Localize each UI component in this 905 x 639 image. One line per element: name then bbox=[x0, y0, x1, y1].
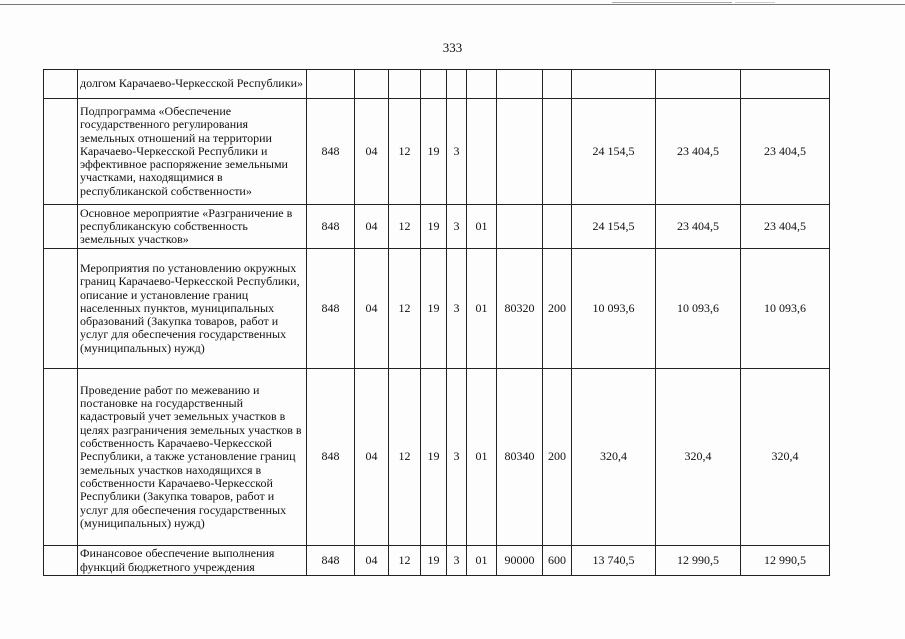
table-row bbox=[44, 249, 830, 369]
activity-code-cell bbox=[467, 70, 497, 99]
amount-year-2-cell: 23 404,5 bbox=[656, 205, 741, 249]
expense-type-code-cell bbox=[543, 99, 572, 205]
section-code-cell: 04 bbox=[355, 546, 389, 576]
program-code-cell: 19 bbox=[421, 249, 447, 369]
subprogram-code-cell: 3 bbox=[447, 205, 467, 249]
table-row bbox=[44, 70, 830, 99]
activity-code-cell bbox=[467, 99, 497, 205]
activity-code-cell: 01 bbox=[467, 249, 497, 369]
amount-year-1-cell: 10 093,6 bbox=[572, 249, 656, 369]
subprogram-code-cell: 3 bbox=[447, 99, 467, 205]
direction-code-cell: 90000 bbox=[497, 546, 543, 576]
expense-type-code-cell: 600 bbox=[543, 546, 572, 576]
amount-year-3-cell: 23 404,5 bbox=[741, 99, 830, 205]
ved-code-cell: 848 bbox=[307, 205, 355, 249]
row-name-cell: Финансовое обеспечение выполнения функций бюджетного учреждения bbox=[78, 546, 307, 576]
subsection-code-cell: 12 bbox=[389, 205, 421, 249]
section-code-cell: 04 bbox=[355, 249, 389, 369]
subprogram-code-cell: 3 bbox=[447, 546, 467, 576]
amount-year-2-cell: 12 990,5 bbox=[656, 546, 741, 576]
amount-year-3-cell: 23 404,5 bbox=[741, 205, 830, 249]
amount-year-1-cell: 24 154,5 bbox=[572, 205, 656, 249]
page-number: 333 bbox=[442, 40, 463, 55]
subsection-code-cell: 12 bbox=[389, 369, 421, 546]
subprogram-code-cell bbox=[447, 70, 467, 99]
ved-code-cell bbox=[307, 70, 355, 99]
subprogram-code-cell: 3 bbox=[447, 249, 467, 369]
activity-code-cell: 01 bbox=[467, 546, 497, 576]
row-marker-cell bbox=[44, 99, 78, 205]
subsection-code-cell: 12 bbox=[389, 99, 421, 205]
section-code-cell bbox=[355, 70, 389, 99]
amount-year-1-cell bbox=[572, 70, 656, 99]
row-name-cell: долгом Карачаево-Черкесской Республики» bbox=[78, 70, 307, 99]
subsection-code-cell: 12 bbox=[389, 249, 421, 369]
program-code-cell bbox=[421, 70, 447, 99]
section-code-cell: 04 bbox=[355, 205, 389, 249]
table-row bbox=[44, 205, 830, 249]
table-row bbox=[44, 369, 830, 546]
program-code-cell: 19 bbox=[421, 546, 447, 576]
subsection-code-cell: 12 bbox=[389, 546, 421, 576]
amount-year-1-cell: 13 740,5 bbox=[572, 546, 656, 576]
expense-type-code-cell: 200 bbox=[543, 249, 572, 369]
ved-code-cell: 848 bbox=[307, 99, 355, 205]
program-code-cell: 19 bbox=[421, 99, 447, 205]
direction-code-cell bbox=[497, 70, 543, 99]
amount-year-1-cell: 320,4 bbox=[572, 369, 656, 546]
expense-type-code-cell: 200 bbox=[543, 369, 572, 546]
row-marker-cell bbox=[44, 546, 78, 576]
program-code-cell: 19 bbox=[421, 369, 447, 546]
row-name-cell: Подпрограмма «Обеспечение государственного регулирования земельных отношений на территории Карачаево-Черкесской Республики и эффективное распоряжение земельными участками, находящимися в республиканской собственности» bbox=[78, 99, 307, 205]
subsection-code-cell bbox=[389, 70, 421, 99]
direction-code-cell: 80340 bbox=[497, 369, 543, 546]
amount-year-3-cell bbox=[741, 70, 830, 99]
ved-code-cell: 848 bbox=[307, 369, 355, 546]
amount-year-3-cell: 12 990,5 bbox=[741, 546, 830, 576]
ved-code-cell: 848 bbox=[307, 546, 355, 576]
ved-code-cell: 848 bbox=[307, 249, 355, 369]
expense-type-code-cell bbox=[543, 70, 572, 99]
budget-table bbox=[43, 69, 830, 576]
amount-year-2-cell: 320,4 bbox=[656, 369, 741, 546]
amount-year-2-cell bbox=[656, 70, 741, 99]
program-code-cell: 19 bbox=[421, 205, 447, 249]
row-marker-cell bbox=[44, 249, 78, 369]
table-row bbox=[44, 546, 830, 576]
table-row bbox=[44, 99, 830, 205]
subprogram-code-cell: 3 bbox=[447, 369, 467, 546]
amount-year-3-cell: 10 093,6 bbox=[741, 249, 830, 369]
scan-top-rule-fragment bbox=[612, 2, 732, 3]
section-code-cell: 04 bbox=[355, 369, 389, 546]
amount-year-1-cell: 24 154,5 bbox=[572, 99, 656, 205]
section-code-cell: 04 bbox=[355, 99, 389, 205]
expense-type-code-cell bbox=[543, 205, 572, 249]
row-name-cell: Мероприятия по установлению окружных границ Карачаево-Черкесской Республики, описание и установление границ населенных пунктов, муниципальных образований (Закупка товаров, работ и услуг для обеспечения государственных (муниципальных) нужд) bbox=[78, 249, 307, 369]
direction-code-cell: 80320 bbox=[497, 249, 543, 369]
direction-code-cell bbox=[497, 99, 543, 205]
activity-code-cell: 01 bbox=[467, 369, 497, 546]
activity-code-cell: 01 bbox=[467, 205, 497, 249]
amount-year-2-cell: 23 404,5 bbox=[656, 99, 741, 205]
row-marker-cell bbox=[44, 369, 78, 546]
amount-year-3-cell: 320,4 bbox=[741, 369, 830, 546]
row-marker-cell bbox=[44, 70, 78, 99]
row-name-cell: Проведение работ по межеванию и постановке на государственный кадастровый учет земельных участков в целях разграничения земельных участков в собственность Карачаево-Черкесской Республики, а также установление границ земельных участков находящихся в собственности Карачаево-Черкесской Республики (Закупка товаров, работ и услуг для обеспечения государственных (муниципальных) нужд) bbox=[78, 369, 307, 546]
scan-top-rule bbox=[0, 4, 905, 5]
row-name-cell: Основное мероприятие «Разграничение в республиканскую собственность земельных участков» bbox=[78, 205, 307, 249]
amount-year-2-cell: 10 093,6 bbox=[656, 249, 741, 369]
scan-top-rule-fragment bbox=[735, 2, 775, 3]
row-marker-cell bbox=[44, 205, 78, 249]
direction-code-cell bbox=[497, 205, 543, 249]
